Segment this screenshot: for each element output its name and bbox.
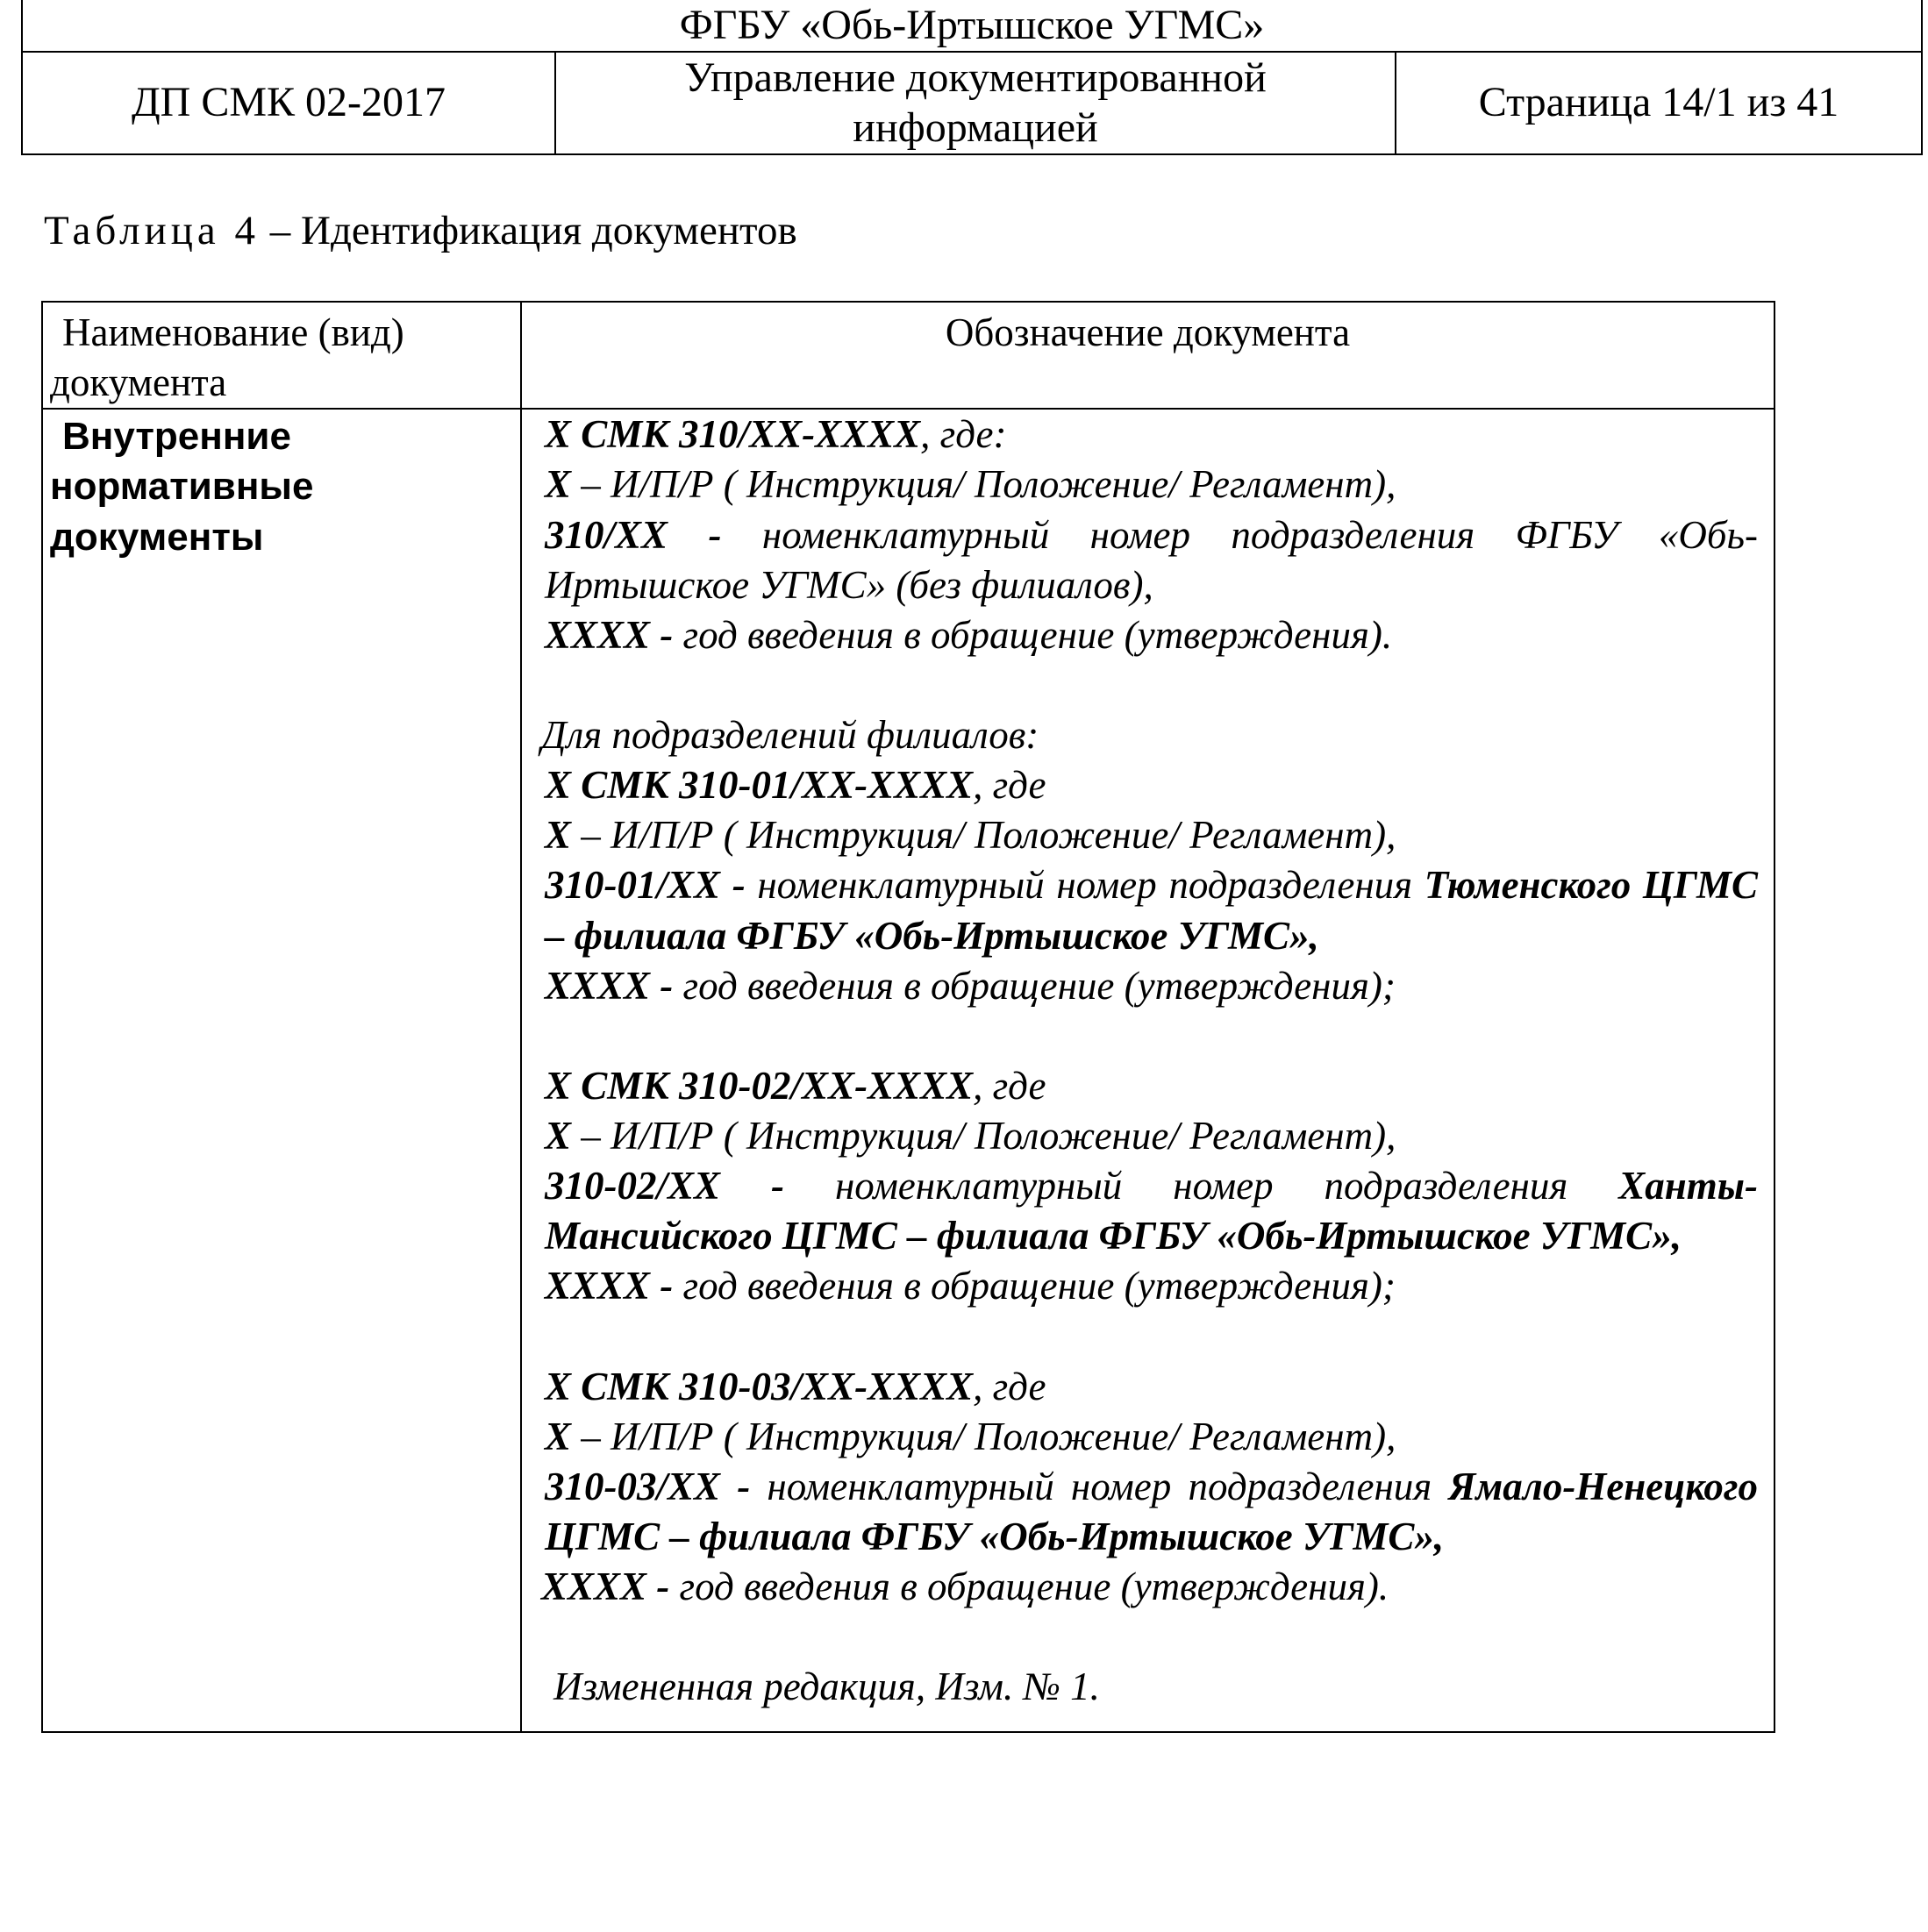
- document-header: [21, 0, 1923, 155]
- block3-x-line: [541, 1111, 1758, 1161]
- block2-x-line: [541, 810, 1758, 860]
- doc-type-line1: Внутренние: [62, 415, 291, 459]
- column-header-name-line2: документа: [50, 360, 227, 405]
- block4-num-line: [541, 1462, 1758, 1562]
- column-header-designation: Обозначение документа: [521, 302, 1774, 409]
- block2-x-text: – И/П/Р ( Инструкция/ Положение/ Регламент),: [571, 813, 1396, 858]
- table-row: [42, 409, 1774, 1732]
- block4-num-key: 310-03/ХХ -: [545, 1464, 751, 1508]
- block1-x-key: Х: [545, 462, 572, 507]
- block1-code-line: [541, 410, 1758, 460]
- block1-x-line: [541, 460, 1758, 510]
- block3-x-text: – И/П/Р ( Инструкция/ Положение/ Регламент),: [571, 1113, 1396, 1158]
- block3-num-text: номенклатурный номер подразделения: [783, 1164, 1619, 1208]
- block1-num-text: номенклатурный номер подразделения ФГБУ «Обь-Иртышское УГМС» (без филиалов),: [545, 512, 1758, 607]
- block4-num-bold: Ямало-Ненецкого ЦГМС – филиала ФГБУ «Обь-Иртышское УГМС»,: [545, 1464, 1758, 1558]
- block2-x-key: Х: [545, 813, 572, 858]
- header-page-info: Страница 14/1 из 41: [1396, 52, 1922, 154]
- block4-year-text: год введения в обращение (утверждения).: [669, 1565, 1389, 1609]
- table-caption-label: Таблица 4: [44, 208, 261, 253]
- block4-num-text: номенклатурный номер подразделения: [750, 1464, 1449, 1508]
- doc-type-line2: нормативные: [50, 465, 314, 509]
- row-doc-type: [42, 409, 521, 1732]
- block4-code: Х СМК 310-03/ХХ-ХХХХ: [545, 1364, 974, 1408]
- block2-year-text: год введения в обращение (утверждения);: [673, 963, 1396, 1008]
- block4-x-line: [541, 1412, 1758, 1462]
- block3-num-line: [541, 1161, 1758, 1261]
- block3-num-bold: Ханты-Мансийского ЦГМС – филиала ФГБУ «Обь-Иртышское УГМС»,: [545, 1164, 1758, 1258]
- block4-year-line: [541, 1562, 1758, 1612]
- block1-year-line: [541, 610, 1758, 660]
- block1-code-suffix: , где:: [920, 412, 1007, 457]
- block2-num-bold: Тюменского ЦГМС – филиала ФГБУ «Обь-Иртышское УГМС»,: [545, 863, 1758, 958]
- block2-code: Х СМК 310-01/ХХ-ХХХХ: [545, 763, 974, 808]
- table-caption-dash: –: [260, 208, 302, 253]
- block3-year-key: ХХХХ -: [545, 1264, 674, 1308]
- block2-num-key: 310-01/ХХ -: [545, 863, 746, 908]
- block1-num-key: 310/ХХ -: [545, 512, 722, 557]
- doc-type-line3: документы: [50, 515, 264, 559]
- block2-num-text: номенклатурный номер подразделения: [745, 863, 1425, 908]
- block1-year-key: ХХХХ -: [545, 612, 674, 657]
- identification-table: [41, 301, 1775, 1733]
- block4-year-key: ХХХХ -: [541, 1565, 670, 1609]
- block2-num-line: [541, 860, 1758, 960]
- block4-code-line: [541, 1362, 1758, 1412]
- block3-year-text: год введения в обращение (утверждения);: [673, 1264, 1396, 1308]
- block2-code-line: [541, 760, 1758, 810]
- block3-code-suffix: , где: [973, 1063, 1046, 1108]
- header-doc-code: ДП СМК 02-2017: [22, 52, 555, 154]
- revision-note: Измененная редакция, Изм. № 1.: [553, 1665, 1100, 1709]
- table-header-row: [42, 302, 1774, 409]
- block3-x-key: Х: [545, 1113, 572, 1158]
- block3-year-line: [541, 1261, 1758, 1311]
- block4-x-key: Х: [545, 1414, 572, 1458]
- table-caption: [44, 207, 797, 254]
- row-designation: [521, 409, 1774, 1732]
- block2-year-line: [541, 961, 1758, 1011]
- block3-code-line: [541, 1061, 1758, 1111]
- column-header-name: [42, 302, 521, 409]
- block4-x-text: – И/П/Р ( Инструкция/ Положение/ Регламент),: [571, 1414, 1396, 1458]
- block1-x-text: – И/П/Р ( Инструкция/ Положение/ Регламент),: [571, 462, 1396, 507]
- block4-code-suffix: , где: [973, 1364, 1046, 1408]
- header-organization: ФГБУ «Обь-Иртышское УГМС»: [22, 0, 1922, 52]
- block2-code-suffix: , где: [973, 763, 1046, 808]
- branches-intro: Для подразделений филиалов:: [541, 712, 1039, 757]
- header-doc-title: Управление документированной информацией: [555, 52, 1396, 154]
- block3-num-key: 310-02/ХХ -: [545, 1164, 784, 1208]
- block1-num-line: [541, 510, 1758, 610]
- block1-code: Х СМК 310/ХХ-ХХХХ: [545, 412, 921, 457]
- table-caption-title: Идентификация документов: [301, 208, 797, 253]
- column-header-name-line1: Наименование (вид): [62, 310, 404, 354]
- block1-year-text: год введения в обращение (утверждения).: [673, 612, 1393, 657]
- block3-code: Х СМК 310-02/ХХ-ХХХХ: [545, 1063, 974, 1108]
- block2-year-key: ХХХХ -: [545, 963, 674, 1008]
